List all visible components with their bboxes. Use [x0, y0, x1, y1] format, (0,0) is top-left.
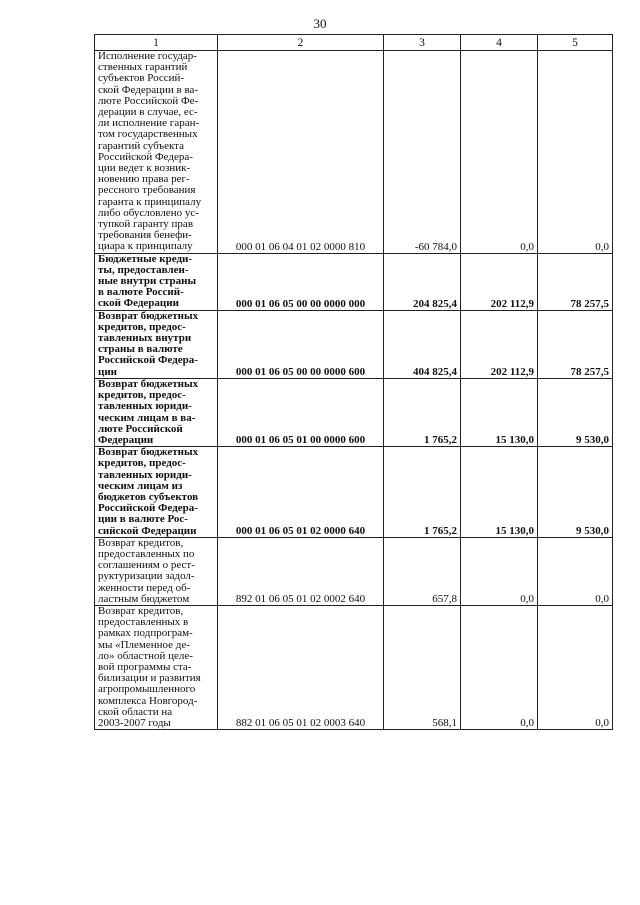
value-column-4: 0,0 [461, 51, 538, 254]
description-line: гаранта к принципалу [98, 195, 202, 208]
page-number: 30 [313, 16, 327, 31]
table-row [95, 605, 613, 729]
description-line: женности перед об- [98, 581, 191, 594]
budget-classification-code: 000 01 06 04 01 02 0000 810 [218, 51, 384, 254]
description-line: субъектов Россий- [98, 72, 185, 85]
description-line: Российской Федера- [98, 354, 198, 367]
description-line: вой программы ста- [98, 660, 192, 673]
description-line: циара к принципалу [98, 240, 193, 253]
value-column-5: 9 530,0 [538, 447, 613, 538]
value-column-4: 202 112,9 [461, 253, 538, 310]
table-row [95, 310, 613, 378]
description-line: новению права рег- [98, 173, 190, 186]
description-line: тавленных внутри [98, 332, 192, 345]
budget-classification-code: 000 01 06 05 01 02 0000 640 [218, 447, 384, 538]
description-line: 2003-2007 годы [98, 716, 171, 729]
description-line: либо обусловлено ус- [98, 206, 199, 219]
table-row [95, 447, 613, 538]
description-line: Исполнение государ- [98, 50, 197, 62]
value-column-4: 202 112,9 [461, 310, 538, 378]
value-column-3: -60 784,0 [384, 51, 461, 254]
value-column-3: 404 825,4 [384, 310, 461, 378]
description-line: рамках подпрограм- [98, 627, 193, 640]
description-line: билизации и развития [98, 672, 201, 685]
description-line: люте Российской [98, 422, 183, 435]
description-line: ли исполнение гаран- [98, 117, 200, 130]
description-line: сийской Федерации [98, 524, 197, 537]
value-column-3: 204 825,4 [384, 253, 461, 310]
description-line: Федерации [98, 433, 154, 446]
description-line: комплекса Новгород- [98, 694, 198, 707]
description-line: агропромышленного [98, 683, 196, 696]
description-line: ской Федерации в ва- [98, 83, 199, 96]
column-header-4: 4 [461, 35, 538, 51]
description-line: Возврат бюджетных [98, 309, 199, 322]
description-line: ные внутри страны [98, 275, 197, 288]
row-description [95, 537, 218, 605]
description-line: тупкой гаранту прав [98, 218, 194, 231]
description-line: ции [98, 365, 118, 378]
column-header-3: 3 [384, 35, 461, 51]
row-description [95, 378, 218, 446]
table-row [95, 51, 613, 254]
description-line: гарантий субъекта [98, 139, 185, 152]
description-line: Возврат кредитов, [98, 536, 184, 549]
column-header-5: 5 [538, 35, 613, 51]
value-column-3: 1 765,2 [384, 447, 461, 538]
row-description [95, 310, 218, 378]
description-line: ластным бюджетом [98, 592, 190, 605]
description-line: ты, предоставлен- [98, 263, 189, 276]
budget-classification-code: 000 01 06 05 00 00 0000 000 [218, 253, 384, 310]
budget-classification-code: 000 01 06 05 00 00 0000 600 [218, 310, 384, 378]
description-line: страны в валюте [98, 343, 183, 356]
description-line: рессного требования [98, 184, 196, 197]
budget-classification-code: 000 01 06 05 01 00 0000 600 [218, 378, 384, 446]
column-header-2: 2 [218, 35, 384, 51]
value-column-5: 0,0 [538, 51, 613, 254]
description-line: Российской Федера- [98, 502, 198, 515]
description-line: ской Федерации [98, 297, 179, 310]
value-column-5: 0,0 [538, 537, 613, 605]
table-row [95, 253, 613, 310]
description-line: мы «Племенное де- [98, 638, 190, 651]
value-column-3: 657,8 [384, 537, 461, 605]
budget-classification-code: 882 01 06 05 01 02 0003 640 [218, 605, 384, 729]
description-line: бюджетов субъектов [98, 490, 199, 503]
value-column-4: 0,0 [461, 537, 538, 605]
value-column-5: 9 530,0 [538, 378, 613, 446]
row-description [95, 447, 218, 538]
description-line: кредитов, предос- [98, 389, 186, 402]
description-line: ской области на [98, 705, 173, 718]
value-column-4: 15 130,0 [461, 447, 538, 538]
description-line: соглашениям о рест- [98, 559, 195, 572]
description-line: ции ведет к возник- [98, 162, 191, 175]
description-line: Возврат бюджетных [98, 446, 199, 459]
description-line: ственных гарантий [98, 61, 188, 74]
description-line: ции в валюте Рос- [98, 513, 188, 526]
description-line: ческим лицам из [98, 479, 183, 492]
description-line: тавленных юриди- [98, 400, 192, 413]
description-line: дерации в случае, ес- [98, 106, 198, 119]
description-line: предоставленных по [98, 547, 195, 560]
description-line: кредитов, предос- [98, 457, 186, 470]
description-line: кредитов, предос- [98, 320, 186, 333]
description-line: требования бенефи- [98, 229, 192, 242]
description-line: предоставленных в [98, 616, 189, 629]
column-header-1: 1 [95, 35, 218, 51]
table-row [95, 537, 613, 605]
value-column-4: 15 130,0 [461, 378, 538, 446]
value-column-3: 1 765,2 [384, 378, 461, 446]
description-line: в валюте Россий- [98, 286, 184, 299]
description-line: тавленных юриди- [98, 468, 192, 481]
description-line: ло» областной целе- [98, 649, 193, 662]
budget-sources-table [94, 34, 613, 730]
table-row [95, 378, 613, 446]
value-column-5: 78 257,5 [538, 253, 613, 310]
description-line: люте Российской Фе- [98, 94, 199, 107]
description-line: Российской Федера- [98, 150, 193, 163]
description-line: ческим лицам в ва- [98, 411, 196, 424]
value-column-4: 0,0 [461, 605, 538, 729]
row-description [95, 253, 218, 310]
budget-classification-code: 892 01 06 05 01 02 0002 640 [218, 537, 384, 605]
description-line: Возврат бюджетных [98, 377, 199, 390]
value-column-5: 0,0 [538, 605, 613, 729]
row-description [95, 51, 218, 254]
description-line: Возврат кредитов, [98, 604, 184, 617]
value-column-3: 568,1 [384, 605, 461, 729]
description-line: том государственных [98, 128, 198, 141]
description-line: Бюджетные креди- [98, 252, 193, 265]
value-column-5: 78 257,5 [538, 310, 613, 378]
table-header-row [95, 35, 613, 51]
description-line: руктуризации задол- [98, 570, 195, 583]
row-description [95, 605, 218, 729]
